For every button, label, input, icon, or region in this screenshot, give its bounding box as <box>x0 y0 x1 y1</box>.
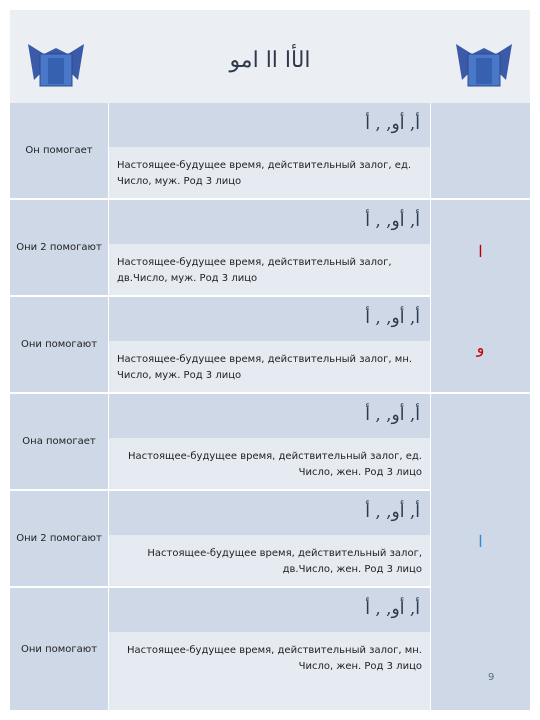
slide-header <box>10 10 530 103</box>
slide <box>10 10 530 710</box>
slide-title: الأا اا امو <box>229 48 311 73</box>
page-number: 9 <box>488 672 495 683</box>
arabic-form: أ, أو, , أ <box>365 502 420 522</box>
marker-cell-masculine <box>431 200 530 392</box>
arabic-form: أ, أو, , أ <box>365 405 420 425</box>
form-cell <box>109 200 430 295</box>
grammar-description: Настоящее-будущее время, действительный залог, ед. Число, муж. Род 3 лицо <box>117 160 412 187</box>
grammar-description: Настоящее-будущее время, действительный залог, дв.Число, жен. Род 3 лицо <box>147 548 422 575</box>
pronoun-cell: Они 2 помогают <box>10 491 109 586</box>
marker-cell-feminine <box>431 394 530 710</box>
arabic-form: أ, أو, , أ <box>365 599 420 619</box>
marker-cell <box>431 103 530 198</box>
form-cell <box>109 491 430 586</box>
dual-marker-masculine: ا <box>478 242 483 261</box>
form-cell <box>109 297 430 392</box>
pronoun-cell: Они помогают <box>10 588 109 710</box>
pronoun-cell: Она помогает <box>10 394 109 489</box>
pronoun-cell: Он помогает <box>10 103 109 198</box>
form-cell <box>109 103 430 198</box>
arabic-form: أ, أو, , أ <box>365 114 420 134</box>
form-cell <box>109 588 430 710</box>
form-cell <box>109 394 430 489</box>
grammar-description: Настоящее-будущее время, действительный залог, ед. Число, жен. Род 3 лицо <box>127 451 422 478</box>
table-row <box>10 103 530 199</box>
ribbon-emblem-icon <box>454 40 514 92</box>
grammar-description: Настоящее-будущее время, действительный залог, мн. Число, жен. Род 3 лицо <box>126 645 422 672</box>
dual-marker-feminine: ا <box>478 532 483 551</box>
arabic-form: أ, أو, , أ <box>365 308 420 328</box>
grammar-description: Настоящее-будущее время, действительный залог, дв.Число, муж. Род 3 лицо <box>117 257 392 284</box>
pronoun-cell: Они 2 помогают <box>10 200 109 295</box>
plural-marker-masculine: و <box>476 338 485 357</box>
grammar-description: Настоящее-будущее время, действительный залог, мн. Число, муж. Род 3 лицо <box>117 354 413 381</box>
arabic-form: أ, أو, , أ <box>365 211 420 231</box>
pronoun-cell: Они помогают <box>10 297 109 392</box>
